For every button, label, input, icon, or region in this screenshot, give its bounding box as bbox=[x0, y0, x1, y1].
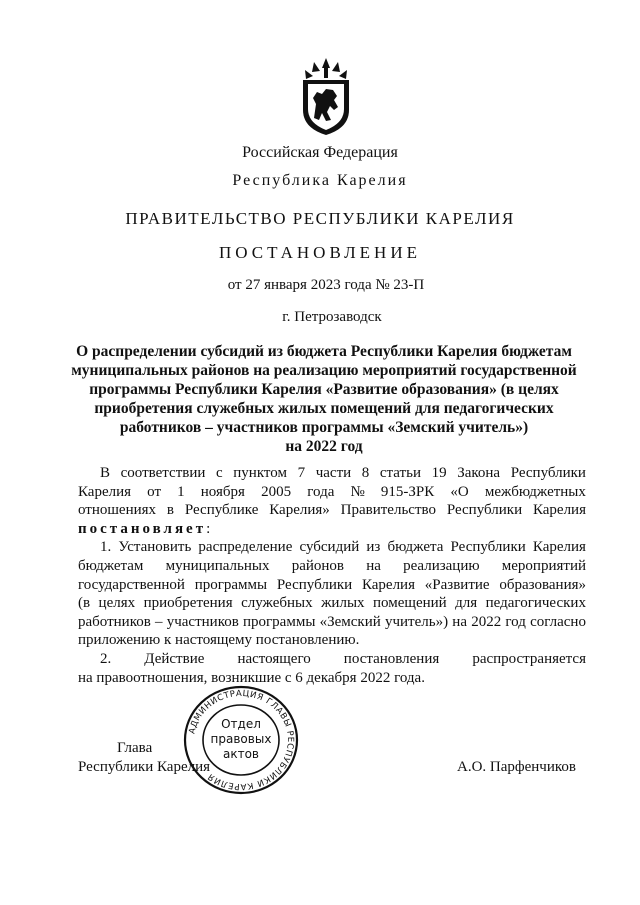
word: Карелия bbox=[361, 576, 415, 593]
word: согласно bbox=[530, 613, 586, 630]
word: образования» bbox=[499, 576, 586, 593]
body-line-last: приложению к настоящему постановлению. bbox=[78, 632, 360, 649]
word: бюджета bbox=[387, 539, 444, 556]
word: Республики bbox=[446, 502, 523, 519]
word: учитель») bbox=[384, 613, 449, 630]
word: 1 bbox=[177, 483, 185, 500]
word: государственной bbox=[78, 576, 185, 593]
word: помещений bbox=[373, 595, 447, 612]
city: г. Петрозаводск bbox=[282, 309, 382, 325]
word: бюджетам bbox=[78, 557, 144, 574]
word: педагогических bbox=[485, 595, 586, 612]
word: служебных bbox=[241, 595, 313, 612]
word: с bbox=[216, 465, 223, 481]
title-line: приобретения служебных жилых помещений для педагогических bbox=[94, 400, 554, 417]
word: участников bbox=[166, 613, 239, 630]
word: районов bbox=[291, 557, 344, 574]
word: муниципальных bbox=[165, 557, 270, 574]
word: Закона bbox=[457, 465, 501, 481]
body-line bbox=[78, 501, 586, 520]
signatory-title-line2: Республики Карелия bbox=[78, 759, 211, 775]
word: реализацию bbox=[403, 557, 480, 574]
word: год bbox=[505, 613, 526, 630]
word: Установить bbox=[118, 539, 192, 556]
word: – bbox=[155, 613, 163, 630]
word: ноября bbox=[200, 483, 245, 500]
word: 2005 bbox=[261, 483, 292, 500]
republic-name: Республика Карелия bbox=[232, 172, 408, 189]
stamp-line: актов bbox=[222, 747, 260, 761]
coat-of-arms-icon bbox=[300, 58, 352, 136]
resolves-line bbox=[78, 520, 586, 539]
word: 7 bbox=[297, 465, 306, 481]
word: Карелия bbox=[532, 539, 586, 556]
word: распределение bbox=[198, 539, 293, 556]
stamp-ring-text: АДМИНИСТРАЦИЯ ГЛАВЫ РЕСПУБЛИКИ КАРЕЛИЯ bbox=[187, 688, 296, 792]
word: от bbox=[147, 483, 162, 500]
word: соответствии bbox=[120, 465, 206, 481]
word: на bbox=[452, 613, 467, 630]
word: работников bbox=[78, 613, 151, 630]
title-line: на 2022 год bbox=[285, 438, 363, 455]
word: «О bbox=[450, 483, 469, 500]
signatory-name: А.О. Парфенчиков bbox=[457, 759, 576, 775]
word: В bbox=[100, 465, 111, 481]
word: № bbox=[350, 483, 365, 500]
official-stamp bbox=[182, 684, 300, 796]
decree-title bbox=[70, 342, 578, 456]
word: постановления bbox=[343, 650, 440, 667]
title-line: программы Республики Карелия «Развитие образования» (в целях bbox=[89, 381, 559, 398]
word: на bbox=[366, 557, 381, 574]
word: из bbox=[366, 539, 381, 556]
word: мероприятий bbox=[501, 557, 586, 574]
word: приобретения bbox=[143, 595, 233, 612]
body-line-last: на правоотношения, возникшие с 6 декабря 2022 года. bbox=[78, 669, 425, 686]
word: (в bbox=[78, 595, 91, 612]
date-and-number: от 27 января 2023 года № 23-П bbox=[227, 277, 425, 293]
word: части bbox=[315, 465, 352, 481]
word: отношениях bbox=[78, 502, 157, 519]
word: 915-ЗРК bbox=[380, 483, 435, 500]
body-line bbox=[78, 650, 586, 669]
word: Республики bbox=[450, 539, 526, 556]
resolves-word: постановляет bbox=[78, 520, 207, 537]
document-type: ПОСТАНОВЛЕНИЕ bbox=[218, 243, 421, 262]
body-line bbox=[78, 538, 586, 557]
title-line: О распределении субсидий из бюджета Республики Карелия бюджетам bbox=[76, 343, 572, 360]
word: для bbox=[455, 595, 478, 612]
word: 1. bbox=[100, 539, 112, 556]
word: целях bbox=[98, 595, 136, 612]
word: года bbox=[307, 483, 335, 500]
word: Республике bbox=[184, 502, 259, 519]
word: Карелия bbox=[78, 483, 132, 500]
word: межбюджетных bbox=[484, 483, 586, 500]
stamp-line: правовых bbox=[210, 732, 272, 746]
body-line bbox=[78, 464, 586, 483]
country-name: Российская Федерация bbox=[242, 144, 398, 161]
word: пунктом bbox=[233, 465, 287, 481]
word: жилых bbox=[321, 595, 365, 612]
body-line bbox=[78, 594, 586, 613]
title-line: работников – участников программы «Земский учитель») bbox=[119, 419, 529, 436]
resolves-colon: : bbox=[206, 520, 211, 537]
body-line bbox=[78, 576, 586, 595]
word: «Развитие bbox=[424, 576, 490, 593]
word: субсидий bbox=[299, 539, 360, 556]
body-line bbox=[78, 557, 586, 576]
word: распространяется bbox=[472, 650, 586, 667]
word: «Земский bbox=[319, 613, 381, 630]
word: программы bbox=[243, 613, 316, 630]
word: Действие bbox=[144, 650, 205, 667]
word: Карелия» bbox=[269, 502, 330, 519]
stamp-line: Отдел bbox=[221, 717, 261, 731]
word: 2022 bbox=[471, 613, 502, 630]
word: Республики bbox=[276, 576, 353, 593]
decree-body bbox=[78, 464, 586, 687]
signatory-title-line1: Глава bbox=[117, 740, 153, 756]
word: Карелия bbox=[532, 502, 586, 519]
word: в bbox=[166, 502, 174, 519]
body-line bbox=[78, 483, 586, 502]
word: статьи bbox=[379, 465, 421, 481]
word: настоящего bbox=[237, 650, 311, 667]
word: Республики bbox=[510, 465, 586, 481]
word: Правительство bbox=[340, 502, 436, 519]
word: 8 bbox=[361, 465, 370, 481]
word: 2. bbox=[100, 650, 112, 667]
title-line: муниципальных районов на реализацию мероприятий государственной bbox=[71, 362, 577, 379]
word: 19 bbox=[431, 465, 447, 481]
body-line bbox=[78, 613, 586, 632]
government-heading: ПРАВИТЕЛЬСТВО РЕСПУБЛИКИ КАРЕЛИЯ bbox=[125, 209, 515, 228]
word: программы bbox=[194, 576, 268, 593]
